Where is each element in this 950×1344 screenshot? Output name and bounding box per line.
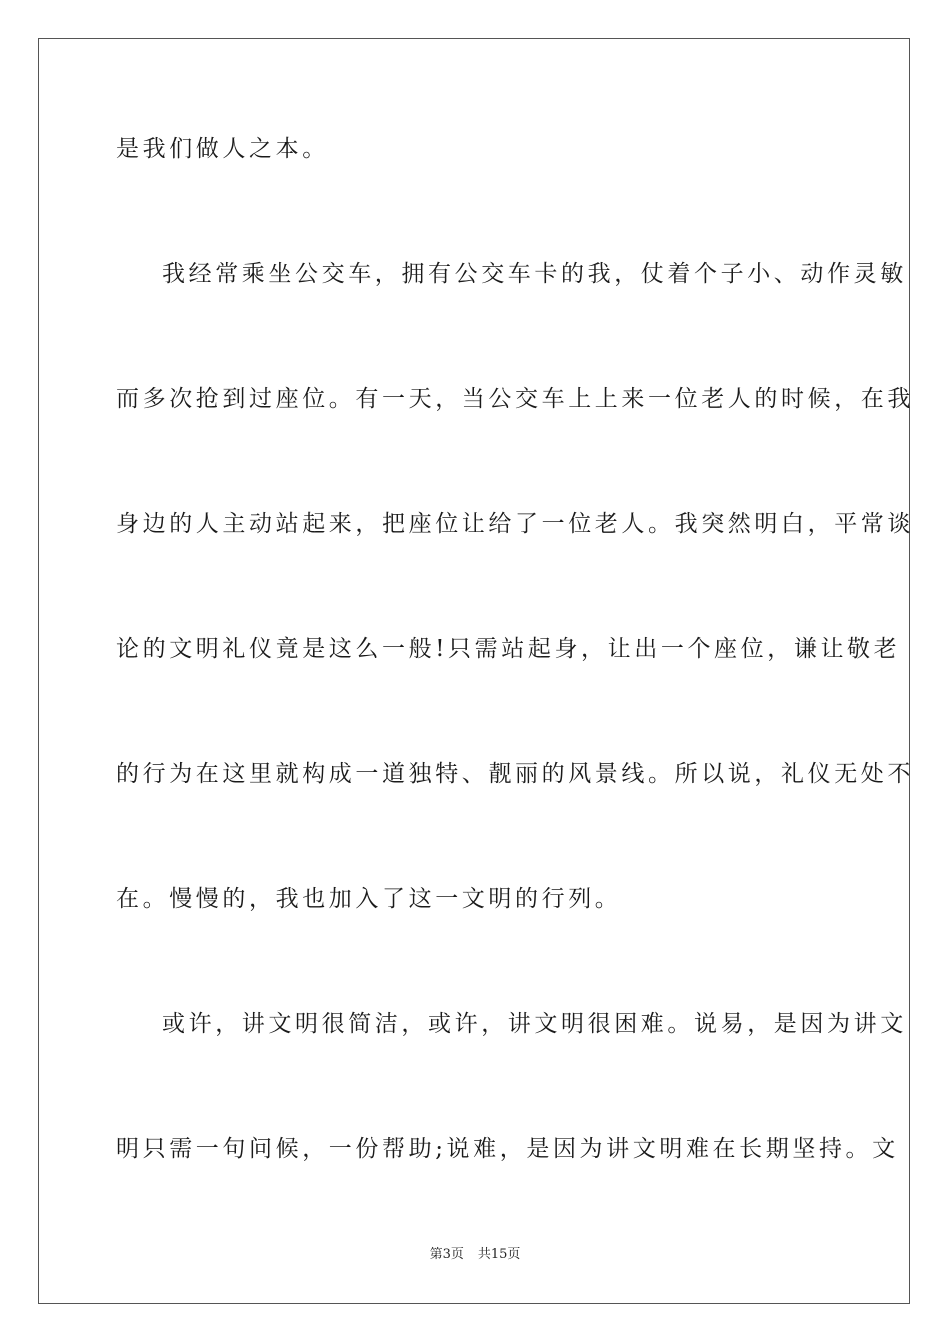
text-line-9: 明只需一句问候，一份帮助;说难，是因为讲文明难在长期坚持。文 bbox=[116, 1136, 899, 1162]
text-line-6: 的行为在这里就构成一道独特、靓丽的风景线。所以说，礼仪无处不 bbox=[116, 761, 914, 787]
page-border bbox=[38, 38, 910, 1304]
page-total: 共15页 bbox=[477, 1247, 521, 1262]
page-number: 第3页 bbox=[429, 1247, 464, 1262]
text-line-3: 而多次抢到过座位。有一天，当公交车上上来一位老人的时候，在我 bbox=[116, 386, 914, 412]
text-line-7: 在。慢慢的，我也加入了这一文明的行列。 bbox=[116, 886, 622, 912]
text-line-2: 我经常乘坐公交车，拥有公交车卡的我，仗着个子小、动作灵敏 bbox=[162, 261, 907, 287]
page-footer bbox=[0, 1246, 950, 1264]
text-line-1: 是我们做人之本。 bbox=[116, 136, 329, 162]
text-line-4: 身边的人主动站起来，把座位让给了一位老人。我突然明白，平常谈 bbox=[116, 511, 914, 537]
text-line-5: 论的文明礼仪竟是这么一般!只需站起身，让出一个座位，谦让敬老 bbox=[116, 636, 901, 662]
text-line-8: 或许，讲文明很简洁，或许，讲文明很困难。说易，是因为讲文 bbox=[162, 1011, 907, 1037]
